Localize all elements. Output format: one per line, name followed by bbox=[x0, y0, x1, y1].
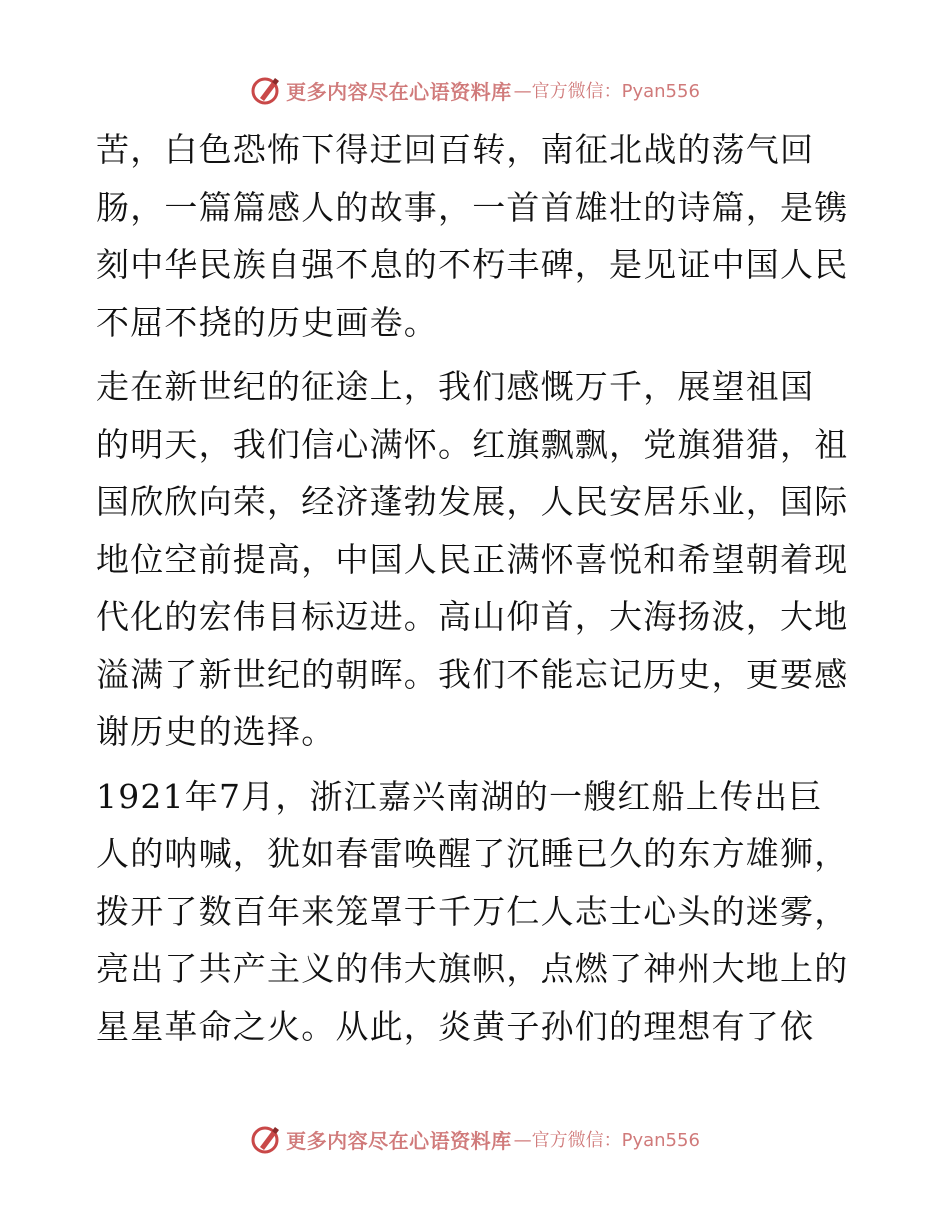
text-line: 1921年7月，浙江嘉兴南湖的一艘红船上传出巨 bbox=[96, 776, 823, 816]
text-line: 拨开了数百年来笼罩于千万仁人志士心头的迷雾， bbox=[96, 891, 849, 931]
text-line: 亮出了共产主义的伟大旗帜，点燃了神州大地上的 bbox=[96, 949, 849, 988]
paragraph bbox=[96, 121, 856, 351]
document-body bbox=[96, 121, 856, 1055]
text-line: 代化的宏伟目标迈进。高山仰首，大海扬波，大地 bbox=[96, 597, 849, 636]
text-line: 星星革命之火。从此，炎黄子孙们的理想有了依 bbox=[96, 1006, 815, 1046]
banner-sub-text: —官方微信：Pyan556 bbox=[513, 81, 700, 102]
text-line: 走在新世纪的征途上，我们感慨万千，展望祖国 bbox=[96, 367, 815, 406]
text-line: 肠，一篇篇感人的故事，一首首雄壮的诗篇，是镌 bbox=[96, 187, 849, 227]
text-line: 苦，白色恐怖下得迂回百转，南征北战的荡气回 bbox=[96, 130, 815, 169]
text-line: 地位空前提高，中国人民正满怀喜悦和希望朝着现 bbox=[96, 539, 849, 579]
text-line: 不屈不挠的历史画卷。 bbox=[96, 302, 438, 342]
footer-banner bbox=[0, 1119, 950, 1159]
banner-main-text: 更多内容尽在心语资料库 bbox=[286, 79, 512, 104]
text-line: 溢满了新世纪的朝晖。我们不能忘记历史，更要感 bbox=[96, 654, 849, 694]
text-line: 国欣欣向荣，经济蓬勃发展，人民安居乐业，国际 bbox=[96, 482, 849, 521]
paragraph bbox=[96, 768, 856, 1056]
text-line: 的明天，我们信心满怀。红旗飘飘，党旗猎猎，祖 bbox=[96, 424, 849, 464]
banner-main-text: 更多内容尽在心语资料库 bbox=[286, 1128, 512, 1153]
banner-sub-text: —官方微信：Pyan556 bbox=[513, 1130, 700, 1151]
text-line: 谢历史的选择。 bbox=[96, 712, 336, 751]
pen-circle-icon bbox=[250, 1123, 282, 1155]
paragraph bbox=[96, 358, 856, 761]
pen-circle-icon bbox=[250, 74, 282, 106]
header-banner bbox=[0, 70, 950, 110]
text-line: 刻中华民族自强不息的不朽丰碑，是见证中国人民 bbox=[96, 245, 849, 284]
text-line: 人的呐喊，犹如春雷唤醒了沉睡已久的东方雄狮， bbox=[96, 834, 849, 873]
